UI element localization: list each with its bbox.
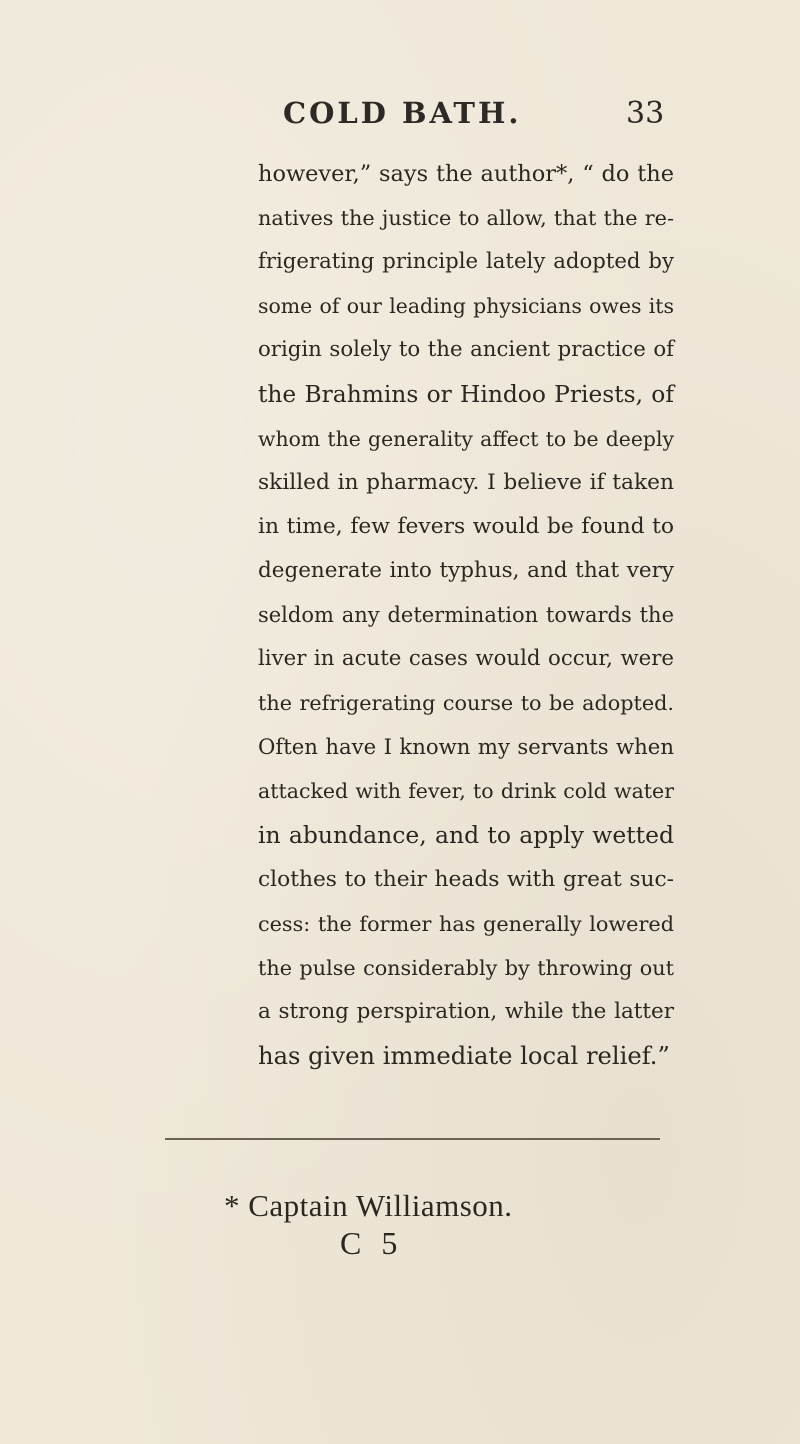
footnote: * Captain Williamson. bbox=[224, 1188, 513, 1223]
text-line: cess: the former has generally lowered bbox=[258, 911, 674, 936]
text-line: in abundance, and to apply wetted bbox=[258, 821, 674, 850]
text-line: origin solely to the ancient practice of bbox=[258, 337, 674, 363]
running-header bbox=[0, 96, 800, 136]
text-line: natives the justice to allow, that the re- bbox=[258, 206, 674, 231]
text-line: clothes to their heads with great suc- bbox=[258, 866, 674, 892]
text-line: frigerating principle lately adopted by bbox=[258, 249, 674, 275]
text-line: skilled in pharmacy. I believe if taken bbox=[258, 469, 674, 495]
text-line: Often have I known my servants when bbox=[258, 734, 674, 760]
text-line-last: has given immediate local relief.” bbox=[258, 1041, 670, 1070]
text-line: degenerate into typhus, and that very bbox=[258, 557, 674, 583]
text-line: whom the generality affect to be deeply bbox=[258, 426, 674, 451]
text-line: the refrigerating course to be adopted. bbox=[258, 691, 674, 716]
text-line: however,” says the author*, “ do the bbox=[258, 161, 674, 187]
text-line: in time, few fevers would be found to bbox=[258, 513, 674, 539]
signature-mark: C 5 bbox=[340, 1225, 404, 1261]
text-line: a strong perspiration, while the latter bbox=[258, 998, 674, 1024]
running-title: COLD BATH. bbox=[283, 96, 522, 130]
page-number: 33 bbox=[626, 96, 665, 131]
body-paragraph bbox=[258, 152, 674, 1078]
text-line: liver in acute cases would occur, were bbox=[258, 646, 674, 672]
text-line: attacked with fever, to drink cold water bbox=[258, 779, 674, 804]
text-line: the Brahmins or Hindoo Priests, of bbox=[258, 380, 674, 409]
text-line: the pulse considerably by throwing out bbox=[258, 955, 674, 980]
footnote-divider bbox=[165, 1138, 660, 1140]
text-line: seldom any determination towards the bbox=[258, 602, 674, 627]
text-line: some of our leading physicians owes its bbox=[258, 294, 674, 319]
